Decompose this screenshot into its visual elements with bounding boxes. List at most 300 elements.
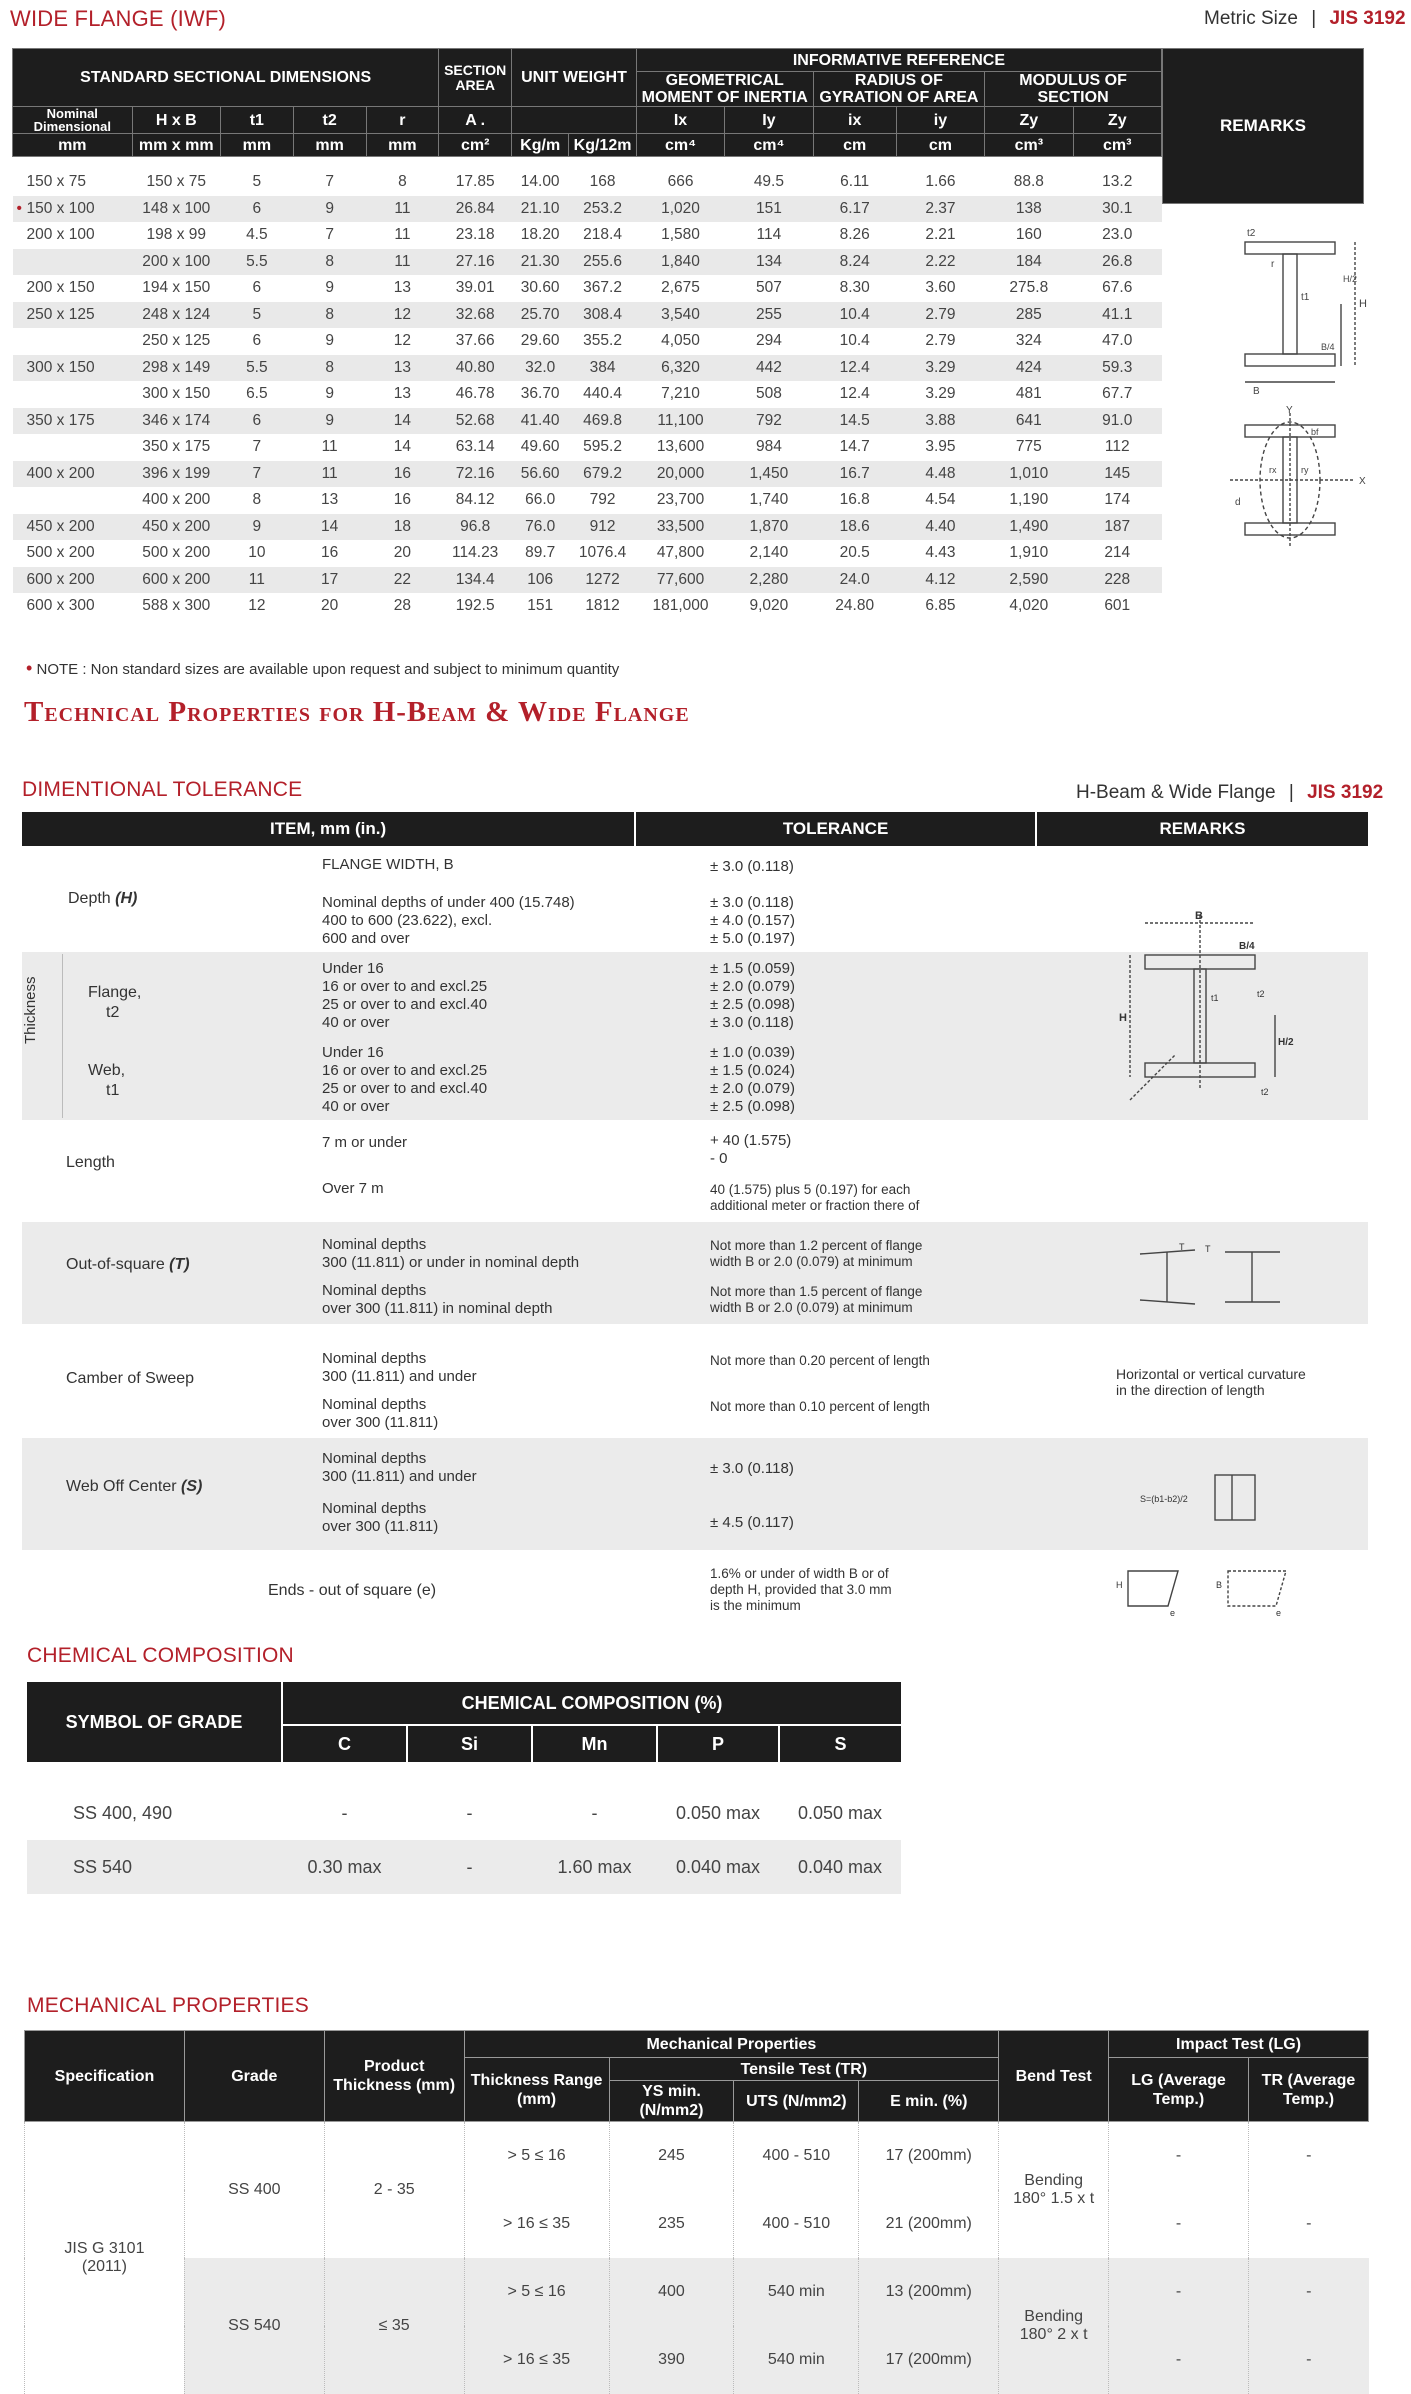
mech-ys: 245 xyxy=(609,2122,734,2191)
table-row xyxy=(13,169,1162,196)
cell-ry: 3.29 xyxy=(896,381,984,408)
mech-e: 13 (200mm) xyxy=(859,2258,999,2326)
cell-nominal: 300 x 150 xyxy=(27,359,95,376)
chem-head-symbol: SYMBOL OF GRADE xyxy=(27,1682,282,1762)
cell-nom xyxy=(13,567,133,594)
table-row xyxy=(13,249,1162,276)
cell-a: 96.8 xyxy=(439,514,512,541)
meta-separator: | xyxy=(1311,8,1316,29)
oos-tol-1: Not more than 1.2 percent of flange width B or 2.0 (0.079) at minimum xyxy=(710,1238,922,1270)
cell-nom xyxy=(13,169,133,196)
mech-uts: 540 min xyxy=(734,2258,859,2326)
cell-nominal: 250 x 125 xyxy=(27,306,95,323)
cell-nom xyxy=(13,302,133,329)
cell-zy: 67.6 xyxy=(1073,275,1161,302)
metric-size-label: Metric Size xyxy=(1204,8,1298,29)
cell-t2: 14 xyxy=(293,514,366,541)
cell-r: 8 xyxy=(366,169,439,196)
mech-uts: 540 min xyxy=(734,2326,859,2394)
cell-hb: 300 x 150 xyxy=(132,381,220,408)
unit-4: mm xyxy=(366,134,439,157)
cell-iy: 114 xyxy=(725,222,813,249)
cell-iy: 294 xyxy=(725,328,813,355)
col-hxb: H x B xyxy=(132,107,220,134)
cell-nom xyxy=(13,487,133,514)
cell-t2: 16 xyxy=(293,540,366,567)
chem-cell-s: 0.040 max xyxy=(779,1840,901,1894)
chem-cell-p: 0.050 max xyxy=(657,1786,779,1840)
cell-iy: 984 xyxy=(725,434,813,461)
cell-hb: 400 x 200 xyxy=(132,487,220,514)
chem-cell-mn: 1.60 max xyxy=(532,1840,657,1894)
header-geometrical-moment: GEOMETRICAL MOMENT OF INERTIA xyxy=(636,72,813,107)
cell-nominal: 350 x 175 xyxy=(27,412,95,429)
unit-12: cm³ xyxy=(985,134,1073,157)
cell-t1: 4.5 xyxy=(220,222,293,249)
cell-kg12: 253.2 xyxy=(569,196,637,223)
tolerance-title: DIMENTIONAL TOLERANCE xyxy=(22,778,302,802)
mech-head-spec: Specification xyxy=(25,2031,185,2122)
cell-nom xyxy=(13,381,133,408)
mech-head-lg: LG (Average Temp.) xyxy=(1109,2058,1249,2122)
mech-e: 17 (200mm) xyxy=(859,2326,999,2394)
svg-text:H/2: H/2 xyxy=(1278,1037,1294,1048)
chem-cell-grade: SS 400, 490 xyxy=(27,1786,282,1840)
cell-ix: 3,540 xyxy=(636,302,724,329)
cell-r: 13 xyxy=(366,355,439,382)
mech-thickness: 2 - 35 xyxy=(324,2122,464,2259)
cell-rx: 10.4 xyxy=(813,328,896,355)
cell-hb: 200 x 100 xyxy=(132,249,220,276)
diag2-ry: ry xyxy=(1301,465,1309,475)
web-off-center-diagram xyxy=(1140,1470,1290,1530)
table-row xyxy=(13,196,1162,223)
cell-r: 13 xyxy=(366,275,439,302)
cell-rx: 6.17 xyxy=(813,196,896,223)
header-section-area: SECTION AREA xyxy=(439,49,512,107)
depth-tol: ± 3.0 (0.118) ± 4.0 (0.157) ± 5.0 (0.197) xyxy=(710,894,795,948)
unit-13: cm³ xyxy=(1073,134,1161,157)
svg-text:t2: t2 xyxy=(1261,1087,1269,1097)
table-row xyxy=(13,222,1162,249)
cell-ix: 77,600 xyxy=(636,567,724,594)
cell-iy: 508 xyxy=(725,381,813,408)
table-row xyxy=(13,514,1162,541)
cell-iy: 507 xyxy=(725,275,813,302)
col-area xyxy=(439,107,512,134)
cell-zy: 59.3 xyxy=(1073,355,1161,382)
cell-hb: 150 x 75 xyxy=(132,169,220,196)
cell-ix: 666 xyxy=(636,169,724,196)
cell-iy: 792 xyxy=(725,408,813,435)
header-modulus-section: MODULUS OF SECTION xyxy=(985,72,1162,107)
cell-t2: 9 xyxy=(293,408,366,435)
cell-nom xyxy=(13,408,133,435)
cell-rx: 14.7 xyxy=(813,434,896,461)
tolerance-meta-label: H-Beam & Wide Flange xyxy=(1076,782,1276,803)
table-row xyxy=(13,434,1162,461)
cell-t2: 11 xyxy=(293,461,366,488)
note-text: NOTE : Non standard sizes are available upon request and subject to minimum quantity xyxy=(36,661,619,678)
diag1-r: r xyxy=(1271,259,1275,270)
mech-range: > 5 ≤ 16 xyxy=(464,2122,609,2191)
cell-ix: 6,320 xyxy=(636,355,724,382)
cell-rx: 16.8 xyxy=(813,487,896,514)
cell-nom xyxy=(13,434,133,461)
cell-a: 84.12 xyxy=(439,487,512,514)
cell-t2: 7 xyxy=(293,169,366,196)
cell-ix: 1,580 xyxy=(636,222,724,249)
col-t2: t2 xyxy=(293,107,366,134)
cell-rx: 12.4 xyxy=(813,355,896,382)
cell-a: 63.14 xyxy=(439,434,512,461)
col-r: r xyxy=(366,107,439,134)
cell-ix: 2,675 xyxy=(636,275,724,302)
cell-r: 22 xyxy=(366,567,439,594)
cell-hb: 600 x 200 xyxy=(132,567,220,594)
mech-ys: 400 xyxy=(609,2258,734,2326)
cell-t2: 8 xyxy=(293,302,366,329)
note-bullet: • xyxy=(26,658,32,678)
oos-label xyxy=(66,1256,190,1274)
oos-symbol: (T) xyxy=(169,1256,189,1273)
cell-ry: 2.22 xyxy=(896,249,984,276)
cell-r: 12 xyxy=(366,302,439,329)
cell-kgm: 76.0 xyxy=(512,514,569,541)
mech-head-grade: Grade xyxy=(184,2031,324,2122)
mech-range: > 16 ≤ 35 xyxy=(464,2326,609,2394)
mech-head-ys: YS min. (N/mm2) xyxy=(609,2081,734,2122)
table-row xyxy=(13,302,1162,329)
mech-uts: 400 - 510 xyxy=(734,2122,859,2191)
mech-bend: Bending 180° 1.5 x t xyxy=(999,2122,1109,2259)
chem-col-p: P xyxy=(657,1725,779,1762)
cell-rx: 8.24 xyxy=(813,249,896,276)
cell-zx: 481 xyxy=(985,381,1073,408)
table-row xyxy=(13,355,1162,382)
woc-label xyxy=(66,1478,202,1496)
tolerance-meta-sep: | xyxy=(1289,782,1294,803)
cell-r: 28 xyxy=(366,593,439,620)
woc-tol-2: ± 4.5 (0.117) xyxy=(710,1514,794,1532)
cell-nom xyxy=(13,275,133,302)
cell-ry: 4.54 xyxy=(896,487,984,514)
cell-zy: 601 xyxy=(1073,593,1161,620)
cell-r: 11 xyxy=(366,249,439,276)
diag2-d: d xyxy=(1235,497,1241,508)
mech-head-range: Thickness Range (mm) xyxy=(464,2058,609,2122)
cell-kg12: 355.2 xyxy=(569,328,637,355)
cell-r: 20 xyxy=(366,540,439,567)
cell-kg12: 469.8 xyxy=(569,408,637,435)
cell-rx: 10.4 xyxy=(813,302,896,329)
cell-kgm: 56.60 xyxy=(512,461,569,488)
cell-ix: 13,600 xyxy=(636,434,724,461)
mech-head-mechanical: Mechanical Properties xyxy=(464,2031,999,2058)
mech-lg: - xyxy=(1109,2190,1249,2258)
cell-t1: 5 xyxy=(220,169,293,196)
chem-cell-mn: - xyxy=(532,1786,657,1840)
table-row xyxy=(13,567,1162,594)
mech-thickness: ≤ 35 xyxy=(324,2258,464,2394)
length-tol-2: 40 (1.575) plus 5 (0.197) for each additional meter or fraction there of xyxy=(710,1182,919,1214)
cell-zy: 30.1 xyxy=(1073,196,1161,223)
cell-kg12: 792 xyxy=(569,487,637,514)
cell-kg12: 1272 xyxy=(569,567,637,594)
length-item-2: Over 7 m xyxy=(322,1180,384,1198)
cell-a: 17.85 xyxy=(439,169,512,196)
length-item-1: 7 m or under xyxy=(322,1134,407,1152)
cell-iy: 2,140 xyxy=(725,540,813,567)
table-row xyxy=(13,381,1162,408)
oos-item-1: Nominal depths 300 (11.811) or under in nominal depth xyxy=(322,1236,579,1272)
dimensions-table xyxy=(12,48,1162,620)
cell-kgm: 18.20 xyxy=(512,222,569,249)
chem-col-c: C xyxy=(282,1725,407,1762)
svg-text:H: H xyxy=(1119,1012,1127,1024)
table-row xyxy=(13,275,1162,302)
cell-t1: 12 xyxy=(220,593,293,620)
oos-tol-2: Not more than 1.5 percent of flange width B or 2.0 (0.079) at minimum xyxy=(710,1284,922,1316)
cell-a: 134.4 xyxy=(439,567,512,594)
oos-item-2: Nominal depths over 300 (11.811) in nominal depth xyxy=(322,1282,552,1318)
cell-zx: 1,910 xyxy=(985,540,1073,567)
cell-ix: 33,500 xyxy=(636,514,724,541)
mech-lg: - xyxy=(1109,2326,1249,2394)
cell-zy: 174 xyxy=(1073,487,1161,514)
cell-rx: 12.4 xyxy=(813,381,896,408)
table-row xyxy=(13,487,1162,514)
mech-head-impact: Impact Test (LG) xyxy=(1109,2031,1369,2058)
cell-r: 16 xyxy=(366,487,439,514)
chem-col-s: S xyxy=(779,1725,901,1762)
cell-a: 40.80 xyxy=(439,355,512,382)
unit-7: Kg/12m xyxy=(569,134,637,157)
cell-hb: 148 x 100 xyxy=(132,196,220,223)
cell-zx: 1,190 xyxy=(985,487,1073,514)
cell-nominal: 150 x 100 xyxy=(27,200,95,217)
cell-nominal: 200 x 150 xyxy=(27,279,95,296)
cell-r: 11 xyxy=(366,196,439,223)
cell-hb: 396 x 199 xyxy=(132,461,220,488)
tolerance-ibeam-diagram xyxy=(1115,905,1305,1105)
flange-thickness-label: Flange, xyxy=(88,984,141,1002)
woc-symbol: (S) xyxy=(181,1478,202,1495)
cell-t1: 8 xyxy=(220,487,293,514)
cell-hb: 194 x 150 xyxy=(132,275,220,302)
cell-nom xyxy=(13,249,133,276)
cell-zy: 23.0 xyxy=(1073,222,1161,249)
cell-kgm: 29.60 xyxy=(512,328,569,355)
cell-kgm: 89.7 xyxy=(512,540,569,567)
cell-iy: 151 xyxy=(725,196,813,223)
cell-nominal: 450 x 200 xyxy=(27,518,95,535)
col-area-label: A xyxy=(465,112,476,129)
cell-zx: 1,010 xyxy=(985,461,1073,488)
flange-width-item: FLANGE WIDTH, B xyxy=(322,856,454,874)
tolerance-jis: JIS 3192 xyxy=(1307,782,1383,803)
woc-item-2: Nominal depths over 300 (11.811) xyxy=(322,1500,438,1536)
cell-kg12: 384 xyxy=(569,355,637,382)
header-unit-weight: UNIT WEIGHT xyxy=(512,49,637,107)
svg-text:e: e xyxy=(1170,1608,1175,1618)
unit-2: mm xyxy=(220,134,293,157)
diag1-b: B xyxy=(1253,386,1260,397)
cell-hb: 346 x 174 xyxy=(132,408,220,435)
cell-ry: 4.12 xyxy=(896,567,984,594)
technical-properties-title: Technical Properties for H-Beam & Wide Flange xyxy=(24,696,690,729)
depth-label-text: Depth xyxy=(68,890,111,907)
cell-ix: 20,000 xyxy=(636,461,724,488)
cell-a: 52.68 xyxy=(439,408,512,435)
remarks-header: REMARKS xyxy=(1162,48,1364,204)
cell-zx: 138 xyxy=(985,196,1073,223)
cell-iy: 49.5 xyxy=(725,169,813,196)
cell-zy: 26.8 xyxy=(1073,249,1161,276)
mechanical-title: MECHANICAL PROPERTIES xyxy=(27,1994,309,2018)
mech-tr: - xyxy=(1249,2326,1369,2394)
cell-nom xyxy=(13,540,133,567)
cell-zx: 160 xyxy=(985,222,1073,249)
cell-r: 18 xyxy=(366,514,439,541)
cell-ry: 2.79 xyxy=(896,302,984,329)
cell-ry: 4.48 xyxy=(896,461,984,488)
cell-zy: 214 xyxy=(1073,540,1161,567)
cell-kg12: 255.6 xyxy=(569,249,637,276)
cell-hb: 250 x 125 xyxy=(132,328,220,355)
cell-ix: 4,050 xyxy=(636,328,724,355)
cell-a: 37.66 xyxy=(439,328,512,355)
cell-nominal: 200 x 100 xyxy=(27,226,95,243)
note-line xyxy=(26,658,619,679)
cell-t2: 9 xyxy=(293,275,366,302)
cell-ix: 47,800 xyxy=(636,540,724,567)
svg-text:e: e xyxy=(1276,1608,1281,1618)
col-t1: t1 xyxy=(220,107,293,134)
cell-zx: 1,490 xyxy=(985,514,1073,541)
cell-zy: 91.0 xyxy=(1073,408,1161,435)
cell-kgm: 36.70 xyxy=(512,381,569,408)
cell-t2: 9 xyxy=(293,381,366,408)
cell-iy: 2,280 xyxy=(725,567,813,594)
chemical-table xyxy=(27,1682,901,1894)
cell-kg12: 168 xyxy=(569,169,637,196)
table-row xyxy=(13,408,1162,435)
cell-ix: 11,100 xyxy=(636,408,724,435)
mech-lg: - xyxy=(1109,2122,1249,2191)
cell-kg12: 308.4 xyxy=(569,302,637,329)
cell-kgm: 151 xyxy=(512,593,569,620)
cell-t1: 7 xyxy=(220,461,293,488)
cell-kgm: 41.40 xyxy=(512,408,569,435)
svg-text:H: H xyxy=(1116,1580,1123,1590)
diag2-bf: bf xyxy=(1311,427,1319,437)
col-iy: Iy xyxy=(725,107,813,134)
cell-zy: 67.7 xyxy=(1073,381,1161,408)
mech-lg: - xyxy=(1109,2258,1249,2326)
cell-zy: 187 xyxy=(1073,514,1161,541)
col-ry: iy xyxy=(896,107,984,134)
diag1-h: H xyxy=(1359,298,1367,310)
diag1-h2: H/2 xyxy=(1343,274,1357,284)
cell-hb: 588 x 300 xyxy=(132,593,220,620)
mech-range: > 16 ≤ 35 xyxy=(464,2190,609,2258)
cell-iy: 1,740 xyxy=(725,487,813,514)
svg-text:B: B xyxy=(1216,1580,1222,1590)
table-row xyxy=(13,593,1162,620)
tolerance-header xyxy=(22,812,1368,846)
cell-a: 27.16 xyxy=(439,249,512,276)
cell-ry: 3.88 xyxy=(896,408,984,435)
cell-kg12: 1812 xyxy=(569,593,637,620)
mech-uts: 400 - 510 xyxy=(734,2190,859,2258)
cell-kg12: 367.2 xyxy=(569,275,637,302)
depth-items: Nominal depths of under 400 (15.748) 400 to 600 (23.622), excl. 600 and over xyxy=(322,894,575,948)
unit-9: cm⁴ xyxy=(725,134,813,157)
chem-cell-si: - xyxy=(407,1786,532,1840)
header-standard-dimensions: STANDARD SECTIONAL DIMENSIONS xyxy=(13,49,439,107)
mech-e: 21 (200mm) xyxy=(859,2190,999,2258)
ends-tol: 1.6% or under of width B or of depth H, provided that 3.0 mm is the minimum xyxy=(710,1566,892,1614)
thickness-divider xyxy=(62,954,63,1118)
cell-kgm: 32.0 xyxy=(512,355,569,382)
cell-ix: 181,000 xyxy=(636,593,724,620)
depth-label xyxy=(68,890,137,908)
cell-zx: 4,020 xyxy=(985,593,1073,620)
cell-t1: 6.5 xyxy=(220,381,293,408)
cell-kg12: 440.4 xyxy=(569,381,637,408)
cell-hb: 500 x 200 xyxy=(132,540,220,567)
chem-col-si: Si xyxy=(407,1725,532,1762)
cell-t2: 8 xyxy=(293,355,366,382)
camber-tol-2: Not more than 0.10 percent of length xyxy=(710,1398,930,1416)
cell-t1: 5 xyxy=(220,302,293,329)
chemical-title: CHEMICAL COMPOSITION xyxy=(27,1644,294,1668)
mech-grade: SS 400 xyxy=(184,2122,324,2259)
camber-tol-1: Not more than 0.20 percent of length xyxy=(710,1352,930,1370)
cell-nominal: 600 x 300 xyxy=(27,597,95,614)
cell-ry: 4.43 xyxy=(896,540,984,567)
cell-iy: 134 xyxy=(725,249,813,276)
svg-text:t2: t2 xyxy=(1257,989,1265,999)
cell-zx: 775 xyxy=(985,434,1073,461)
cell-r: 13 xyxy=(366,381,439,408)
cell-t1: 10 xyxy=(220,540,293,567)
cell-kg12: 595.2 xyxy=(569,434,637,461)
table-row xyxy=(13,328,1162,355)
svg-text:t1: t1 xyxy=(1211,993,1219,1003)
mech-spec: JIS G 3101 (2011) xyxy=(25,2122,185,2394)
cell-r: 16 xyxy=(366,461,439,488)
ends-out-of-square-diagram xyxy=(1108,1566,1308,1618)
chem-cell-s: 0.050 max xyxy=(779,1786,901,1840)
cell-rx: 8.26 xyxy=(813,222,896,249)
cell-ry: 2.21 xyxy=(896,222,984,249)
svg-text:B/4: B/4 xyxy=(1239,941,1255,952)
unit-1: mm x mm xyxy=(132,134,220,157)
cell-hb: 298 x 149 xyxy=(132,355,220,382)
header-radius-gyration: RADIUS OF GYRATION OF AREA xyxy=(813,72,985,107)
cell-kg12: 912 xyxy=(569,514,637,541)
cell-zy: 228 xyxy=(1073,567,1161,594)
cell-kgm: 49.60 xyxy=(512,434,569,461)
diag2-y: Y xyxy=(1286,405,1293,416)
chem-row xyxy=(27,1786,901,1840)
cell-rx: 14.5 xyxy=(813,408,896,435)
length-label: Length xyxy=(66,1154,115,1172)
col-nominal: Nominal Dimensional xyxy=(13,107,133,134)
thickness-label: Thickness xyxy=(22,976,40,1044)
